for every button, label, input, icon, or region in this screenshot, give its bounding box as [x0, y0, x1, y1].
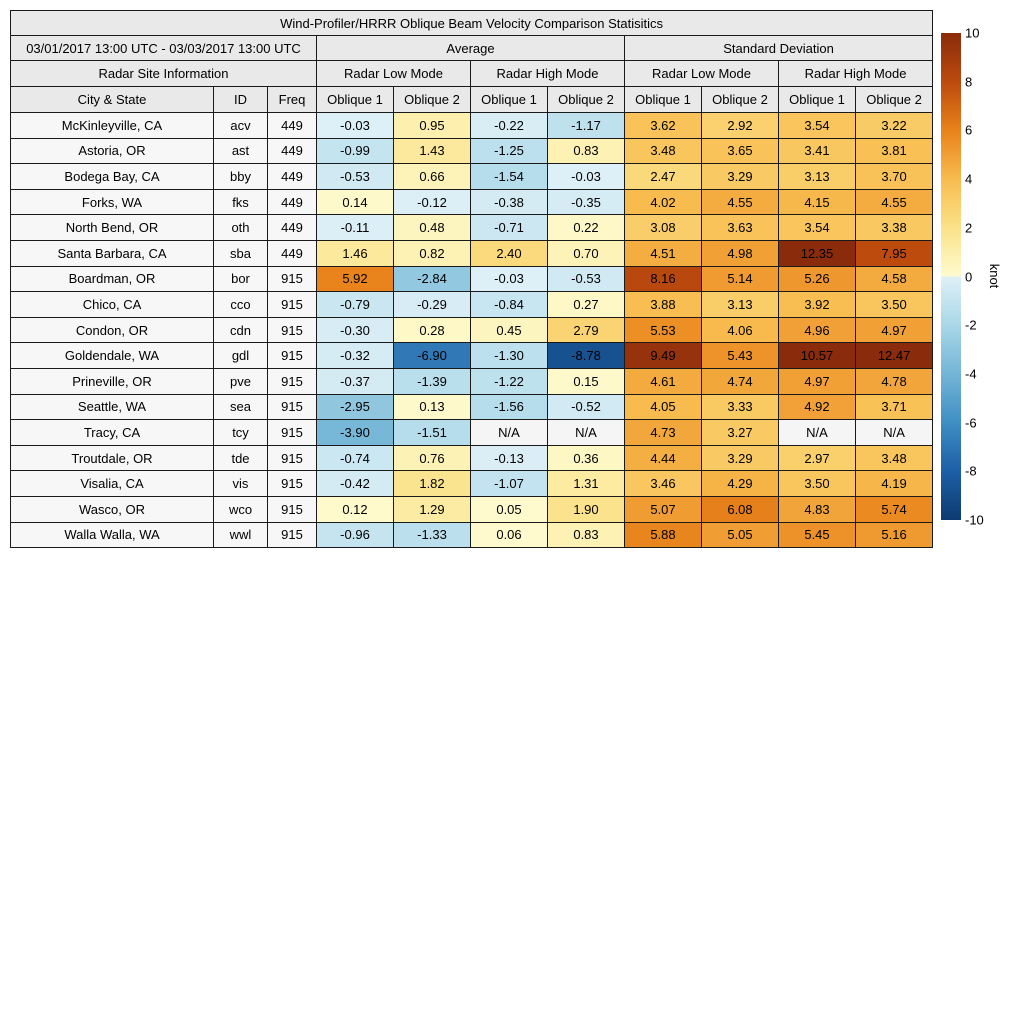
city-cell: Wasco, OR: [11, 496, 214, 522]
freq-cell: 915: [268, 420, 317, 446]
value-cell: -0.42: [317, 471, 394, 497]
freq-cell: 915: [268, 394, 317, 420]
value-cell: -0.38: [471, 189, 548, 215]
value-cell: 3.33: [702, 394, 779, 420]
value-cell: 4.73: [625, 420, 702, 446]
value-cell: 3.63: [702, 215, 779, 241]
mode-header-row: [11, 61, 933, 87]
value-cell: -1.33: [394, 522, 471, 548]
freq-cell: 915: [268, 317, 317, 343]
value-cell: 2.40: [471, 240, 548, 266]
value-cell: -0.52: [548, 394, 625, 420]
value-cell: -0.35: [548, 189, 625, 215]
value-cell: -0.30: [317, 317, 394, 343]
value-cell: -2.84: [394, 266, 471, 292]
value-cell: 0.76: [394, 445, 471, 471]
value-cell: 0.45: [471, 317, 548, 343]
freq-cell: 449: [268, 240, 317, 266]
id-cell: tcy: [214, 420, 268, 446]
city-cell: Visalia, CA: [11, 471, 214, 497]
table-row: [11, 394, 933, 420]
table-row: [11, 445, 933, 471]
value-cell: 3.22: [856, 113, 933, 139]
site-info-header: Radar Site Information: [11, 61, 317, 87]
city-cell: Santa Barbara, CA: [11, 240, 214, 266]
freq-cell: 915: [268, 445, 317, 471]
value-cell: 3.92: [779, 292, 856, 318]
value-cell: 5.16: [856, 522, 933, 548]
value-cell: 3.88: [625, 292, 702, 318]
value-cell: -0.84: [471, 292, 548, 318]
value-cell: 4.92: [779, 394, 856, 420]
oblique1-header: Oblique 1: [625, 87, 702, 113]
table-row: [11, 138, 933, 164]
value-cell: 3.38: [856, 215, 933, 241]
value-cell: 4.55: [856, 189, 933, 215]
value-cell: 0.83: [548, 522, 625, 548]
value-cell: 3.54: [779, 113, 856, 139]
value-cell: 3.13: [702, 292, 779, 318]
value-cell: 4.74: [702, 368, 779, 394]
value-cell: 1.90: [548, 496, 625, 522]
value-cell: -0.74: [317, 445, 394, 471]
colorbar-tick-label: 10: [965, 25, 980, 41]
id-cell: sea: [214, 394, 268, 420]
group-header-row: [11, 36, 933, 61]
freq-cell: 449: [268, 113, 317, 139]
city-cell: Chico, CA: [11, 292, 214, 318]
oblique2-header: Oblique 2: [548, 87, 625, 113]
colorbar-tick-label: 6: [965, 122, 973, 138]
table-row: [11, 522, 933, 548]
colorbar-gradient: [941, 33, 961, 520]
value-cell: 4.15: [779, 189, 856, 215]
value-cell: 9.49: [625, 343, 702, 369]
city-state-header: City & State: [11, 87, 214, 113]
value-cell: -2.95: [317, 394, 394, 420]
value-cell: 2.79: [548, 317, 625, 343]
value-cell: 0.36: [548, 445, 625, 471]
column-header-row: [11, 87, 933, 113]
city-cell: Goldendale, WA: [11, 343, 214, 369]
value-cell: 3.48: [856, 445, 933, 471]
table-row: [11, 189, 933, 215]
freq-cell: 915: [268, 368, 317, 394]
freq-cell: 915: [268, 343, 317, 369]
value-cell: -1.17: [548, 113, 625, 139]
value-cell: 12.35: [779, 240, 856, 266]
value-cell: 5.07: [625, 496, 702, 522]
comparison-table: [10, 10, 933, 548]
value-cell: 5.92: [317, 266, 394, 292]
value-cell: 3.46: [625, 471, 702, 497]
value-cell: -1.30: [471, 343, 548, 369]
freq-cell: 449: [268, 189, 317, 215]
id-cell: fks: [214, 189, 268, 215]
value-cell: 0.28: [394, 317, 471, 343]
value-cell: 4.97: [856, 317, 933, 343]
table-row: [11, 420, 933, 446]
value-cell: 4.02: [625, 189, 702, 215]
value-cell: -0.53: [317, 164, 394, 190]
value-cell: -0.29: [394, 292, 471, 318]
value-cell: -0.99: [317, 138, 394, 164]
city-cell: Forks, WA: [11, 189, 214, 215]
value-cell: 4.98: [702, 240, 779, 266]
colorbar-tick-label: 0: [965, 269, 973, 284]
id-cell: oth: [214, 215, 268, 241]
colorbar-tick-label: 2: [965, 220, 973, 236]
value-cell: 4.19: [856, 471, 933, 497]
oblique2-header: Oblique 2: [394, 87, 471, 113]
value-cell: 3.50: [779, 471, 856, 497]
value-cell: 4.06: [702, 317, 779, 343]
colorbar-unit-label: knot: [987, 263, 1002, 289]
city-cell: Troutdale, OR: [11, 445, 214, 471]
city-cell: Walla Walla, WA: [11, 522, 214, 548]
value-cell: 3.29: [702, 445, 779, 471]
value-cell: 12.47: [856, 343, 933, 369]
city-cell: Astoria, OR: [11, 138, 214, 164]
value-cell: -0.96: [317, 522, 394, 548]
id-cell: ast: [214, 138, 268, 164]
avg-high-mode-header: Radar High Mode: [471, 61, 625, 87]
colorbar-tick-label: -4: [965, 366, 977, 382]
stddev-group-header: Standard Deviation: [625, 36, 933, 61]
value-cell: 5.74: [856, 496, 933, 522]
table-body: [11, 113, 933, 548]
oblique2-header: Oblique 2: [702, 87, 779, 113]
city-cell: Prineville, OR: [11, 368, 214, 394]
city-cell: Seattle, WA: [11, 394, 214, 420]
value-cell: 3.70: [856, 164, 933, 190]
freq-cell: 915: [268, 496, 317, 522]
value-cell: -0.13: [471, 445, 548, 471]
oblique1-header: Oblique 1: [779, 87, 856, 113]
value-cell: 0.13: [394, 394, 471, 420]
std-low-mode-header: Radar Low Mode: [625, 61, 779, 87]
value-cell: N/A: [471, 420, 548, 446]
avg-low-mode-header: Radar Low Mode: [317, 61, 471, 87]
id-cell: pve: [214, 368, 268, 394]
value-cell: 0.15: [548, 368, 625, 394]
id-cell: gdl: [214, 343, 268, 369]
id-cell: acv: [214, 113, 268, 139]
value-cell: 4.61: [625, 368, 702, 394]
value-cell: 3.62: [625, 113, 702, 139]
value-cell: 4.83: [779, 496, 856, 522]
value-cell: 4.78: [856, 368, 933, 394]
table-row: [11, 215, 933, 241]
figure-title: Wind-Profiler/HRRR Oblique Beam Velocity Comparison Statisitics: [11, 11, 933, 36]
colorbar-tick-label: -2: [965, 317, 977, 333]
value-cell: -1.22: [471, 368, 548, 394]
value-cell: -0.03: [548, 164, 625, 190]
colorbar-tick-label: -6: [965, 415, 977, 431]
value-cell: 4.44: [625, 445, 702, 471]
value-cell: 5.14: [702, 266, 779, 292]
table-row: [11, 164, 933, 190]
value-cell: 4.97: [779, 368, 856, 394]
oblique2-header: Oblique 2: [856, 87, 933, 113]
value-cell: 5.43: [702, 343, 779, 369]
value-cell: 0.66: [394, 164, 471, 190]
id-cell: tde: [214, 445, 268, 471]
value-cell: 3.08: [625, 215, 702, 241]
table-row: [11, 471, 933, 497]
city-cell: Bodega Bay, CA: [11, 164, 214, 190]
city-cell: Condon, OR: [11, 317, 214, 343]
oblique1-header: Oblique 1: [471, 87, 548, 113]
value-cell: -1.54: [471, 164, 548, 190]
table-row: [11, 343, 933, 369]
value-cell: -0.71: [471, 215, 548, 241]
value-cell: N/A: [548, 420, 625, 446]
id-cell: wco: [214, 496, 268, 522]
value-cell: -1.51: [394, 420, 471, 446]
value-cell: 0.83: [548, 138, 625, 164]
average-group-header: Average: [317, 36, 625, 61]
value-cell: -1.39: [394, 368, 471, 394]
freq-cell: 449: [268, 164, 317, 190]
value-cell: -0.12: [394, 189, 471, 215]
value-cell: -6.90: [394, 343, 471, 369]
table-row: [11, 496, 933, 522]
freq-cell: 915: [268, 522, 317, 548]
value-cell: -0.11: [317, 215, 394, 241]
freq-cell: 449: [268, 215, 317, 241]
value-cell: 10.57: [779, 343, 856, 369]
value-cell: -1.25: [471, 138, 548, 164]
value-cell: 1.29: [394, 496, 471, 522]
table-row: [11, 292, 933, 318]
value-cell: 1.46: [317, 240, 394, 266]
value-cell: N/A: [856, 420, 933, 446]
title-row: [11, 11, 933, 36]
city-cell: North Bend, OR: [11, 215, 214, 241]
value-cell: 4.29: [702, 471, 779, 497]
value-cell: 3.65: [702, 138, 779, 164]
value-cell: 5.05: [702, 522, 779, 548]
value-cell: -0.37: [317, 368, 394, 394]
value-cell: 2.97: [779, 445, 856, 471]
freq-header: Freq: [268, 87, 317, 113]
value-cell: 0.05: [471, 496, 548, 522]
value-cell: 1.31: [548, 471, 625, 497]
value-cell: -0.03: [471, 266, 548, 292]
value-cell: -0.79: [317, 292, 394, 318]
value-cell: 0.22: [548, 215, 625, 241]
city-cell: Boardman, OR: [11, 266, 214, 292]
city-cell: McKinleyville, CA: [11, 113, 214, 139]
value-cell: 3.29: [702, 164, 779, 190]
std-high-mode-header: Radar High Mode: [779, 61, 933, 87]
value-cell: 7.95: [856, 240, 933, 266]
id-cell: cco: [214, 292, 268, 318]
value-cell: 5.88: [625, 522, 702, 548]
freq-cell: 449: [268, 138, 317, 164]
id-cell: cdn: [214, 317, 268, 343]
value-cell: 4.96: [779, 317, 856, 343]
value-cell: 0.27: [548, 292, 625, 318]
id-cell: sba: [214, 240, 268, 266]
colorbar-tick-label: -10: [965, 512, 984, 528]
value-cell: 0.70: [548, 240, 625, 266]
table-row: [11, 368, 933, 394]
value-cell: 8.16: [625, 266, 702, 292]
value-cell: N/A: [779, 420, 856, 446]
value-cell: 3.81: [856, 138, 933, 164]
value-cell: 3.54: [779, 215, 856, 241]
colorbar-tick-label: 8: [965, 74, 973, 90]
value-cell: 4.58: [856, 266, 933, 292]
id-cell: wwl: [214, 522, 268, 548]
table-row: [11, 266, 933, 292]
value-cell: 3.13: [779, 164, 856, 190]
value-cell: 4.51: [625, 240, 702, 266]
value-cell: 2.92: [702, 113, 779, 139]
id-cell: bor: [214, 266, 268, 292]
colorbar-tick-label: -8: [965, 463, 977, 479]
value-cell: -1.07: [471, 471, 548, 497]
value-cell: -0.22: [471, 113, 548, 139]
value-cell: -0.32: [317, 343, 394, 369]
value-cell: 0.14: [317, 189, 394, 215]
value-cell: 0.06: [471, 522, 548, 548]
freq-cell: 915: [268, 471, 317, 497]
value-cell: 0.95: [394, 113, 471, 139]
value-cell: 0.82: [394, 240, 471, 266]
value-cell: 1.82: [394, 471, 471, 497]
value-cell: -8.78: [548, 343, 625, 369]
city-cell: Tracy, CA: [11, 420, 214, 446]
value-cell: 3.27: [702, 420, 779, 446]
id-cell: vis: [214, 471, 268, 497]
value-cell: 5.53: [625, 317, 702, 343]
id-cell: bby: [214, 164, 268, 190]
value-cell: -0.53: [548, 266, 625, 292]
value-cell: 6.08: [702, 496, 779, 522]
value-cell: 4.05: [625, 394, 702, 420]
freq-cell: 915: [268, 266, 317, 292]
colorbar: [941, 25, 1024, 528]
date-range-cell: 03/01/2017 13:00 UTC - 03/03/2017 13:00 UTC: [11, 36, 317, 61]
table-row: [11, 113, 933, 139]
value-cell: 3.48: [625, 138, 702, 164]
value-cell: 0.48: [394, 215, 471, 241]
value-cell: 1.43: [394, 138, 471, 164]
table-row: [11, 240, 933, 266]
colorbar-tick-label: 4: [965, 171, 973, 187]
table-row: [11, 317, 933, 343]
value-cell: 4.55: [702, 189, 779, 215]
value-cell: 2.47: [625, 164, 702, 190]
oblique1-header: Oblique 1: [317, 87, 394, 113]
value-cell: -1.56: [471, 394, 548, 420]
value-cell: -3.90: [317, 420, 394, 446]
value-cell: 3.50: [856, 292, 933, 318]
value-cell: 5.26: [779, 266, 856, 292]
value-cell: 3.41: [779, 138, 856, 164]
value-cell: -0.03: [317, 113, 394, 139]
freq-cell: 915: [268, 292, 317, 318]
value-cell: 3.71: [856, 394, 933, 420]
value-cell: 0.12: [317, 496, 394, 522]
value-cell: 5.45: [779, 522, 856, 548]
id-header: ID: [214, 87, 268, 113]
